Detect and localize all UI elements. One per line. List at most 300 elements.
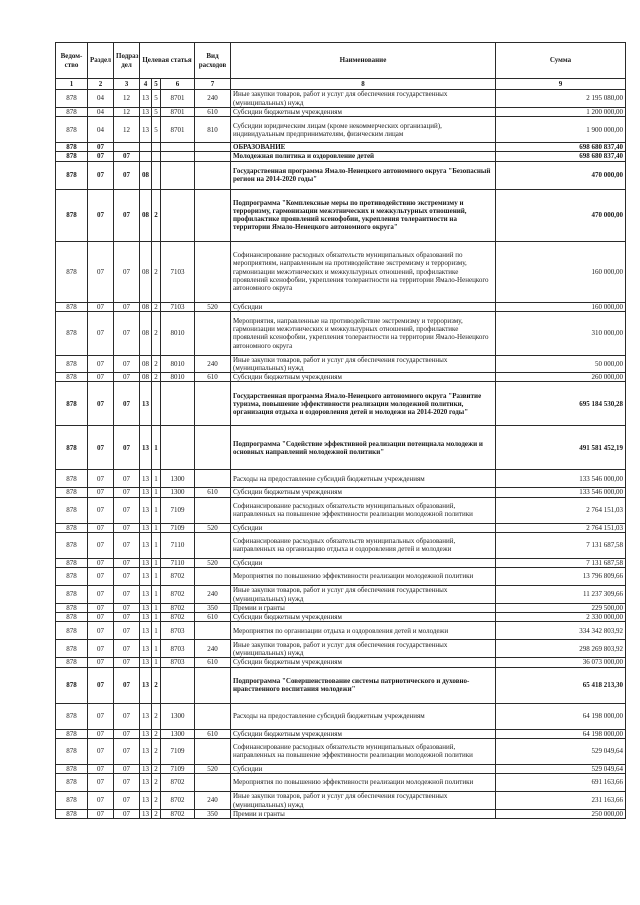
item-name: Подпрограмма "Содействие эффективной реализации потенциала молодежи и основных направлений молодежной политики" bbox=[231, 426, 496, 470]
item-sum: 310 000,00 bbox=[496, 311, 626, 355]
department-code: 878 bbox=[56, 667, 88, 703]
article-code: 8702 bbox=[161, 604, 195, 613]
subprogram-code: 1 bbox=[152, 568, 161, 586]
program-code: 08 bbox=[140, 355, 152, 372]
subprogram-code: 1 bbox=[152, 532, 161, 558]
header-expense-type: Вид расходов bbox=[195, 43, 231, 79]
program-code: 13 bbox=[140, 117, 152, 143]
item-sum: 470 000,00 bbox=[496, 189, 626, 241]
item-sum: 470 000,00 bbox=[496, 161, 626, 189]
department-code: 878 bbox=[56, 613, 88, 622]
item-name: Мероприятия по организации отдыха и оздоровления детей и молодежи bbox=[231, 622, 496, 640]
subsection-code: 07 bbox=[114, 161, 140, 189]
item-name: Субсидии bbox=[231, 523, 496, 532]
subprogram-code: 5 bbox=[152, 90, 161, 108]
article-code: 8701 bbox=[161, 117, 195, 143]
section-code: 07 bbox=[88, 792, 114, 810]
item-sum: 65 418 213,30 bbox=[496, 667, 626, 703]
subsection-code: 07 bbox=[114, 622, 140, 640]
item-name: Расходы на предоставление субсидий бюджетным учреждениям bbox=[231, 470, 496, 488]
article-code: 7103 bbox=[161, 302, 195, 311]
subsection-code: 07 bbox=[114, 568, 140, 586]
program-code: 13 bbox=[140, 658, 152, 667]
table-row bbox=[56, 729, 626, 738]
item-name: Премии и гранты bbox=[231, 604, 496, 613]
department-code: 878 bbox=[56, 355, 88, 372]
article-code bbox=[161, 382, 195, 426]
table-row bbox=[56, 497, 626, 523]
item-name: Субсидии юридическим лицам (кроме некоммерческих организаций), индивидуальным предпринимателям, физическим лицам bbox=[231, 117, 496, 143]
expense-type-code bbox=[195, 532, 231, 558]
department-code: 878 bbox=[56, 729, 88, 738]
subprogram-code bbox=[152, 152, 161, 161]
section-code: 04 bbox=[88, 90, 114, 108]
item-name: Мероприятия по повышению эффективности реализации молодежной политики bbox=[231, 568, 496, 586]
program-code: 13 bbox=[140, 810, 152, 819]
subprogram-code: 2 bbox=[152, 241, 161, 302]
section-code: 07 bbox=[88, 152, 114, 161]
article-code: 7103 bbox=[161, 241, 195, 302]
item-sum: 695 184 530,28 bbox=[496, 382, 626, 426]
subsection-code: 07 bbox=[114, 604, 140, 613]
article-code bbox=[161, 161, 195, 189]
item-sum: 36 073 000,00 bbox=[496, 658, 626, 667]
program-code: 13 bbox=[140, 523, 152, 532]
subprogram-code: 1 bbox=[152, 488, 161, 497]
department-code: 878 bbox=[56, 311, 88, 355]
item-sum: 50 000,00 bbox=[496, 355, 626, 372]
program-code: 08 bbox=[140, 311, 152, 355]
table-row bbox=[56, 311, 626, 355]
department-code: 878 bbox=[56, 658, 88, 667]
expense-type-code bbox=[195, 568, 231, 586]
table-row bbox=[56, 488, 626, 497]
item-name: Подпрограмма "Совершенствование системы патриотического и духовно-нравственного воспитания молодежи" bbox=[231, 667, 496, 703]
subprogram-code bbox=[152, 382, 161, 426]
subprogram-code bbox=[152, 161, 161, 189]
table-row bbox=[56, 558, 626, 567]
program-code: 13 bbox=[140, 586, 152, 604]
expense-type-code bbox=[195, 426, 231, 470]
article-code: 7109 bbox=[161, 497, 195, 523]
item-name: Субсидии bbox=[231, 764, 496, 773]
item-sum: 1 900 000,00 bbox=[496, 117, 626, 143]
header-number: 4 bbox=[140, 79, 152, 90]
section-code: 07 bbox=[88, 558, 114, 567]
item-sum: 2 330 000,00 bbox=[496, 613, 626, 622]
header-number: 8 bbox=[231, 79, 496, 90]
item-name: Иные закупки товаров, работ и услуг для обеспечения государственных (муниципальных) нужд bbox=[231, 355, 496, 372]
header-number: 2 bbox=[88, 79, 114, 90]
expense-type-code: 810 bbox=[195, 117, 231, 143]
program-code: 13 bbox=[140, 558, 152, 567]
table-row bbox=[56, 667, 626, 703]
subsection-code: 07 bbox=[114, 523, 140, 532]
department-code: 878 bbox=[56, 152, 88, 161]
expense-type-code bbox=[195, 143, 231, 152]
subprogram-code: 2 bbox=[152, 667, 161, 703]
subprogram-code: 2 bbox=[152, 738, 161, 764]
article-code bbox=[161, 143, 195, 152]
subsection-code: 07 bbox=[114, 470, 140, 488]
expense-type-code: 610 bbox=[195, 488, 231, 497]
subprogram-code: 2 bbox=[152, 189, 161, 241]
section-code: 07 bbox=[88, 613, 114, 622]
subsection-code: 07 bbox=[114, 311, 140, 355]
department-code: 878 bbox=[56, 586, 88, 604]
subprogram-code: 2 bbox=[152, 810, 161, 819]
program-code: 13 bbox=[140, 738, 152, 764]
department-code: 878 bbox=[56, 426, 88, 470]
section-code: 07 bbox=[88, 241, 114, 302]
department-code: 878 bbox=[56, 189, 88, 241]
subprogram-code: 1 bbox=[152, 470, 161, 488]
table-body bbox=[56, 90, 626, 819]
department-code: 878 bbox=[56, 764, 88, 773]
section-code: 04 bbox=[88, 108, 114, 117]
header-number: 9 bbox=[496, 79, 626, 90]
section-code: 07 bbox=[88, 470, 114, 488]
program-code: 13 bbox=[140, 764, 152, 773]
program-code: 13 bbox=[140, 792, 152, 810]
subprogram-code: 1 bbox=[152, 497, 161, 523]
item-name: Субсидии бюджетным учреждениям bbox=[231, 613, 496, 622]
table-row bbox=[56, 703, 626, 729]
article-code: 8010 bbox=[161, 311, 195, 355]
item-name: Софинансирование расходных обязательств муниципальных образований, направленных на организацию отдыха и оздоровления детей и молодежи bbox=[231, 532, 496, 558]
expense-type-code bbox=[195, 738, 231, 764]
header-numbers-row bbox=[56, 79, 626, 90]
item-sum: 7 131 687,58 bbox=[496, 532, 626, 558]
subsection-code: 12 bbox=[114, 90, 140, 108]
section-code: 07 bbox=[88, 640, 114, 658]
table-header-row bbox=[56, 43, 626, 79]
department-code: 878 bbox=[56, 373, 88, 382]
expense-type-code bbox=[195, 497, 231, 523]
item-sum: 1 200 000,00 bbox=[496, 108, 626, 117]
subprogram-code: 2 bbox=[152, 774, 161, 792]
item-sum: 334 342 803,92 bbox=[496, 622, 626, 640]
expense-type-code bbox=[195, 774, 231, 792]
item-sum: 2 195 080,00 bbox=[496, 90, 626, 108]
department-code: 878 bbox=[56, 774, 88, 792]
section-code: 07 bbox=[88, 667, 114, 703]
section-code: 07 bbox=[88, 302, 114, 311]
expense-type-code: 520 bbox=[195, 764, 231, 773]
section-code: 07 bbox=[88, 738, 114, 764]
table-row bbox=[56, 586, 626, 604]
item-name: Иные закупки товаров, работ и услуг для обеспечения государственных (муниципальных) нужд bbox=[231, 640, 496, 658]
section-code: 07 bbox=[88, 622, 114, 640]
article-code: 1300 bbox=[161, 470, 195, 488]
department-code: 878 bbox=[56, 523, 88, 532]
expense-type-code bbox=[195, 470, 231, 488]
program-code bbox=[140, 152, 152, 161]
table-row bbox=[56, 382, 626, 426]
expense-type-code bbox=[195, 382, 231, 426]
department-code: 878 bbox=[56, 470, 88, 488]
section-code: 07 bbox=[88, 764, 114, 773]
expense-type-code: 240 bbox=[195, 640, 231, 658]
subsection-code: 07 bbox=[114, 152, 140, 161]
program-code: 13 bbox=[140, 604, 152, 613]
subprogram-code: 5 bbox=[152, 108, 161, 117]
department-code: 878 bbox=[56, 738, 88, 764]
department-code: 878 bbox=[56, 604, 88, 613]
subsection-code: 07 bbox=[114, 729, 140, 738]
section-code: 07 bbox=[88, 488, 114, 497]
header-ved: Ведом-ство bbox=[56, 43, 88, 79]
section-code: 07 bbox=[88, 161, 114, 189]
department-code: 878 bbox=[56, 622, 88, 640]
article-code bbox=[161, 426, 195, 470]
article-code: 7109 bbox=[161, 738, 195, 764]
program-code: 13 bbox=[140, 774, 152, 792]
article-code: 1300 bbox=[161, 488, 195, 497]
article-code: 8703 bbox=[161, 640, 195, 658]
section-code: 07 bbox=[88, 426, 114, 470]
expense-type-code bbox=[195, 152, 231, 161]
table-row bbox=[56, 658, 626, 667]
section-code: 07 bbox=[88, 568, 114, 586]
program-code: 13 bbox=[140, 382, 152, 426]
section-code: 07 bbox=[88, 604, 114, 613]
header-sum: Сумма bbox=[496, 43, 626, 79]
table-row bbox=[56, 792, 626, 810]
section-code: 07 bbox=[88, 523, 114, 532]
subprogram-code: 2 bbox=[152, 302, 161, 311]
table-row bbox=[56, 523, 626, 532]
program-code: 13 bbox=[140, 426, 152, 470]
item-sum: 160 000,00 bbox=[496, 302, 626, 311]
item-sum: 11 237 309,66 bbox=[496, 586, 626, 604]
subprogram-code: 2 bbox=[152, 792, 161, 810]
table-row bbox=[56, 774, 626, 792]
section-code: 07 bbox=[88, 355, 114, 372]
item-name: Молодежная политика и оздоровление детей bbox=[231, 152, 496, 161]
item-name: Субсидии bbox=[231, 302, 496, 311]
expense-type-code bbox=[195, 189, 231, 241]
section-code: 07 bbox=[88, 189, 114, 241]
program-code: 13 bbox=[140, 703, 152, 729]
item-name: Субсидии бюджетным учреждениям bbox=[231, 488, 496, 497]
item-sum: 529 049,64 bbox=[496, 764, 626, 773]
subprogram-code: 5 bbox=[152, 117, 161, 143]
table-row bbox=[56, 426, 626, 470]
expense-type-code: 240 bbox=[195, 792, 231, 810]
department-code: 878 bbox=[56, 488, 88, 497]
table-row bbox=[56, 161, 626, 189]
table-row bbox=[56, 532, 626, 558]
expense-type-code: 610 bbox=[195, 658, 231, 667]
subprogram-code bbox=[152, 143, 161, 152]
department-code: 878 bbox=[56, 161, 88, 189]
item-name: Мероприятия по повышению эффективности реализации молодежной политики bbox=[231, 774, 496, 792]
subsection-code: 07 bbox=[114, 764, 140, 773]
item-name: Софинансирование расходных обязательств муниципальных образований, направленных на повышение эффективности реализации молодежной политики bbox=[231, 497, 496, 523]
item-sum: 64 198 000,00 bbox=[496, 729, 626, 738]
header-number: 6 bbox=[161, 79, 195, 90]
item-name: Премии и гранты bbox=[231, 810, 496, 819]
table-row bbox=[56, 152, 626, 161]
table-row bbox=[56, 108, 626, 117]
subsection-code: 07 bbox=[114, 774, 140, 792]
header-number: 5 bbox=[152, 79, 161, 90]
table-row bbox=[56, 143, 626, 152]
department-code: 878 bbox=[56, 302, 88, 311]
expense-type-code: 520 bbox=[195, 302, 231, 311]
section-code: 07 bbox=[88, 143, 114, 152]
subsection-code: 07 bbox=[114, 558, 140, 567]
article-code: 7109 bbox=[161, 523, 195, 532]
section-code: 04 bbox=[88, 117, 114, 143]
section-code: 07 bbox=[88, 729, 114, 738]
item-name: ОБРАЗОВАНИЕ bbox=[231, 143, 496, 152]
section-code: 07 bbox=[88, 703, 114, 729]
table-row bbox=[56, 738, 626, 764]
article-code: 8701 bbox=[161, 108, 195, 117]
subprogram-code: 2 bbox=[152, 355, 161, 372]
program-code: 13 bbox=[140, 622, 152, 640]
header-number: 1 bbox=[56, 79, 88, 90]
section-code: 07 bbox=[88, 532, 114, 558]
expense-type-code bbox=[195, 703, 231, 729]
subprogram-code: 2 bbox=[152, 703, 161, 729]
program-code: 13 bbox=[140, 568, 152, 586]
item-name: Субсидии бюджетным учреждениям bbox=[231, 373, 496, 382]
item-sum: 133 546 000,00 bbox=[496, 470, 626, 488]
department-code: 878 bbox=[56, 792, 88, 810]
department-code: 878 bbox=[56, 532, 88, 558]
item-sum: 231 163,66 bbox=[496, 792, 626, 810]
item-name: Субсидии бюджетным учреждениям bbox=[231, 729, 496, 738]
department-code: 878 bbox=[56, 382, 88, 426]
subsection-code: 07 bbox=[114, 189, 140, 241]
program-code: 13 bbox=[140, 640, 152, 658]
department-code: 878 bbox=[56, 108, 88, 117]
subprogram-code: 2 bbox=[152, 311, 161, 355]
table-row bbox=[56, 640, 626, 658]
program-code: 13 bbox=[140, 729, 152, 738]
program-code: 08 bbox=[140, 241, 152, 302]
item-sum: 160 000,00 bbox=[496, 241, 626, 302]
header-number: 3 bbox=[114, 79, 140, 90]
expense-type-code: 240 bbox=[195, 355, 231, 372]
subprogram-code: 2 bbox=[152, 729, 161, 738]
expense-type-code bbox=[195, 161, 231, 189]
expense-type-code: 350 bbox=[195, 604, 231, 613]
subsection-code: 07 bbox=[114, 488, 140, 497]
table-row bbox=[56, 810, 626, 819]
table-row bbox=[56, 302, 626, 311]
expense-type-code: 350 bbox=[195, 810, 231, 819]
article-code: 7110 bbox=[161, 532, 195, 558]
item-name: Софинансирование расходных обязательств муниципальных образований, направленных на повышение эффективности реализации молодежной политики bbox=[231, 738, 496, 764]
article-code bbox=[161, 667, 195, 703]
article-code: 7110 bbox=[161, 558, 195, 567]
department-code: 878 bbox=[56, 558, 88, 567]
expense-type-code bbox=[195, 622, 231, 640]
subprogram-code: 1 bbox=[152, 426, 161, 470]
subsection-code: 12 bbox=[114, 117, 140, 143]
item-sum: 491 581 452,19 bbox=[496, 426, 626, 470]
item-sum: 698 680 837,40 bbox=[496, 152, 626, 161]
program-code: 13 bbox=[140, 90, 152, 108]
item-name: Субсидии бюджетным учреждениям bbox=[231, 108, 496, 117]
section-code: 07 bbox=[88, 810, 114, 819]
item-sum: 7 131 687,58 bbox=[496, 558, 626, 567]
article-code bbox=[161, 152, 195, 161]
subprogram-code: 1 bbox=[152, 640, 161, 658]
article-code: 8703 bbox=[161, 622, 195, 640]
subsection-code: 07 bbox=[114, 532, 140, 558]
article-code: 8702 bbox=[161, 586, 195, 604]
item-sum: 250 000,00 bbox=[496, 810, 626, 819]
expense-type-code: 610 bbox=[195, 729, 231, 738]
section-code: 07 bbox=[88, 382, 114, 426]
program-code: 13 bbox=[140, 470, 152, 488]
program-code: 13 bbox=[140, 532, 152, 558]
subprogram-code: 1 bbox=[152, 658, 161, 667]
table-row bbox=[56, 613, 626, 622]
table-row bbox=[56, 373, 626, 382]
item-name: Государственная программа Ямало-Ненецкого автономного округа "Развитие туризма, повышение эффективности реализации молодежной политики, организация отдыха и оздоровления детей и молодежи на 2014-2020 годы" bbox=[231, 382, 496, 426]
subsection-code bbox=[114, 143, 140, 152]
item-name: Подпрограмма "Комплексные меры по противодействию экстремизму и терроризму, гармонизации межэтнических и межкультурных отношений, профилактике проявлений ксенофобии, укрепления толерантности на территории Ямало-Ненецкого автономного округа" bbox=[231, 189, 496, 241]
item-sum: 13 796 809,66 bbox=[496, 568, 626, 586]
item-sum: 2 764 151,03 bbox=[496, 523, 626, 532]
subsection-code: 07 bbox=[114, 302, 140, 311]
header-razdel: Раздел bbox=[88, 43, 114, 79]
department-code: 878 bbox=[56, 117, 88, 143]
section-code: 07 bbox=[88, 658, 114, 667]
subsection-code: 07 bbox=[114, 241, 140, 302]
subsection-code: 07 bbox=[114, 810, 140, 819]
program-code: 08 bbox=[140, 189, 152, 241]
item-name: Иные закупки товаров, работ и услуг для обеспечения государственных (муниципальных) нужд bbox=[231, 792, 496, 810]
department-code: 878 bbox=[56, 568, 88, 586]
item-sum: 691 163,66 bbox=[496, 774, 626, 792]
section-code: 07 bbox=[88, 497, 114, 523]
table-row bbox=[56, 355, 626, 372]
item-sum: 229 500,00 bbox=[496, 604, 626, 613]
subprogram-code: 1 bbox=[152, 586, 161, 604]
expense-type-code: 240 bbox=[195, 586, 231, 604]
program-code: 13 bbox=[140, 488, 152, 497]
article-code: 8010 bbox=[161, 373, 195, 382]
subsection-code: 07 bbox=[114, 640, 140, 658]
item-sum: 298 269 803,92 bbox=[496, 640, 626, 658]
subsection-code: 07 bbox=[114, 586, 140, 604]
department-code: 878 bbox=[56, 810, 88, 819]
budget-table bbox=[55, 42, 626, 819]
program-code: 13 bbox=[140, 613, 152, 622]
table-row bbox=[56, 604, 626, 613]
program-code: 13 bbox=[140, 497, 152, 523]
section-code: 07 bbox=[88, 311, 114, 355]
table-row bbox=[56, 90, 626, 108]
program-code: 13 bbox=[140, 667, 152, 703]
article-code: 1300 bbox=[161, 729, 195, 738]
article-code: 8702 bbox=[161, 774, 195, 792]
table-row bbox=[56, 470, 626, 488]
expense-type-code: 520 bbox=[195, 523, 231, 532]
item-sum: 698 680 837,40 bbox=[496, 143, 626, 152]
subsection-code: 07 bbox=[114, 792, 140, 810]
item-name: Субсидии bbox=[231, 558, 496, 567]
expense-type-code: 610 bbox=[195, 373, 231, 382]
article-code: 8703 bbox=[161, 658, 195, 667]
